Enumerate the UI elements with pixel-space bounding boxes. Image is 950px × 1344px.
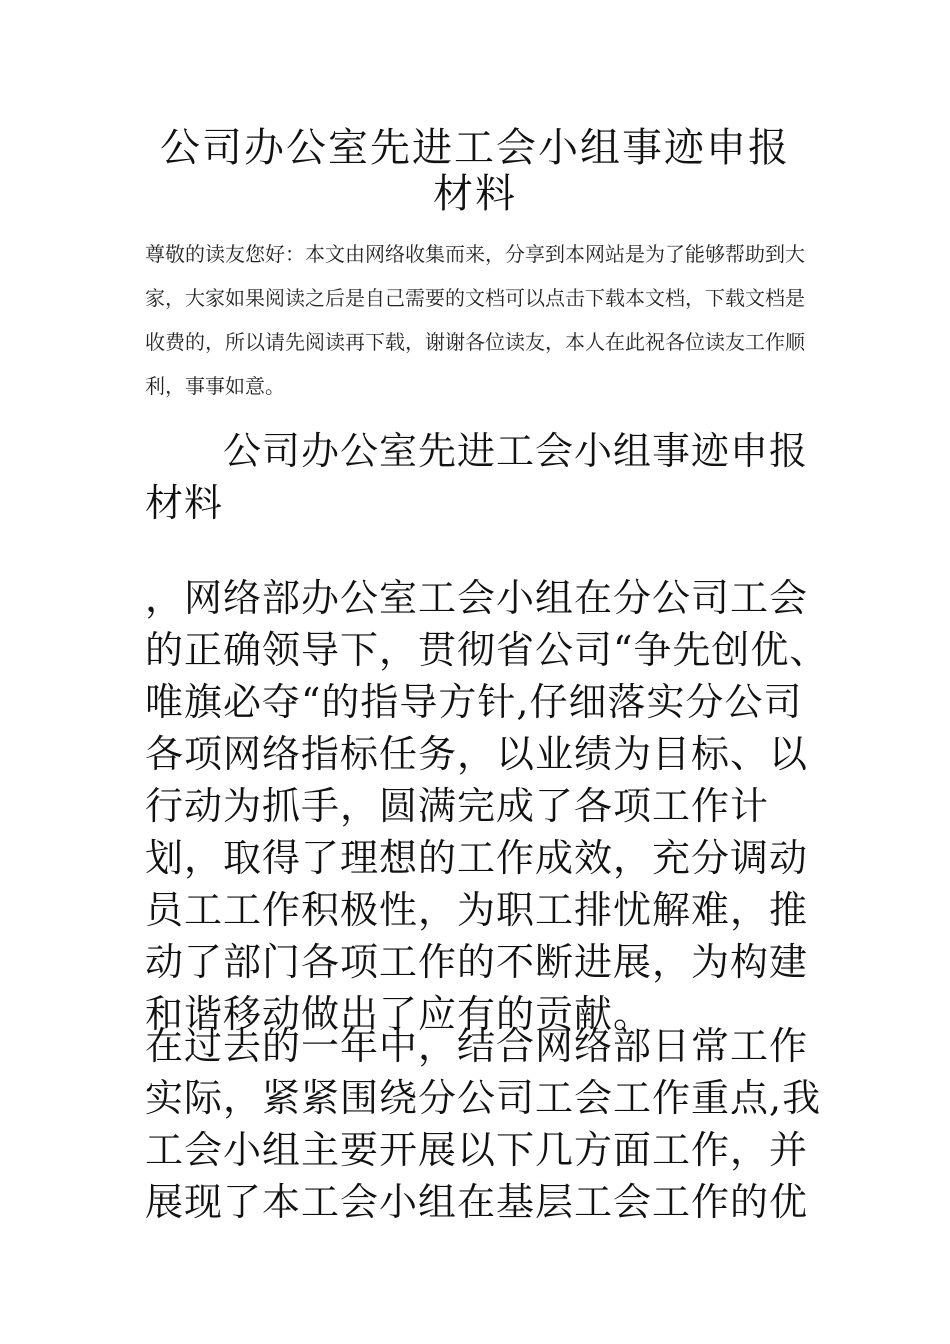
reader-notice: 尊敬的读友您好：本文由网络收集而来，分享到本网站是为了能够帮助到大家，大家如果阅读之后是自己需要的文档可以点击下载本文档，下载文档是收费的，所以请先阅读再下载，谢谢各位读友，本人在此祝各位读友工作顺利，事事如意。 (145, 242, 805, 398)
body-paragraph-2: 在过去的一年中，结合网络部日常工作实际，紧紧围绕分公司工会工作重点,我工会小组主要开展以下几方面工作，并展现了本工会小组在基层工会工作的优 (145, 1024, 822, 1224)
document-title: 公司办公室先进工会小组事迹申报材料 (160, 125, 790, 217)
body-paragraph-1: ，网络部办公室工会小组在分公司工会的正确领导下，贯彻省公司“争先创优、唯旗必夺“的指导方针,仔细落实分公司各项网络指标任务，以业绩为目标、以行动为抓手，圆满完成了各项工作计划，取得了理想的工作成效，充分调动员工工作积极性，为职工排忧解难，推动了部门各项工作的不断进展，为构建和谐移动做出了应有的贡献。 (145, 576, 829, 1036)
document-subtitle: 公司办公室先进工会小组事迹申报材料 (145, 429, 809, 525)
